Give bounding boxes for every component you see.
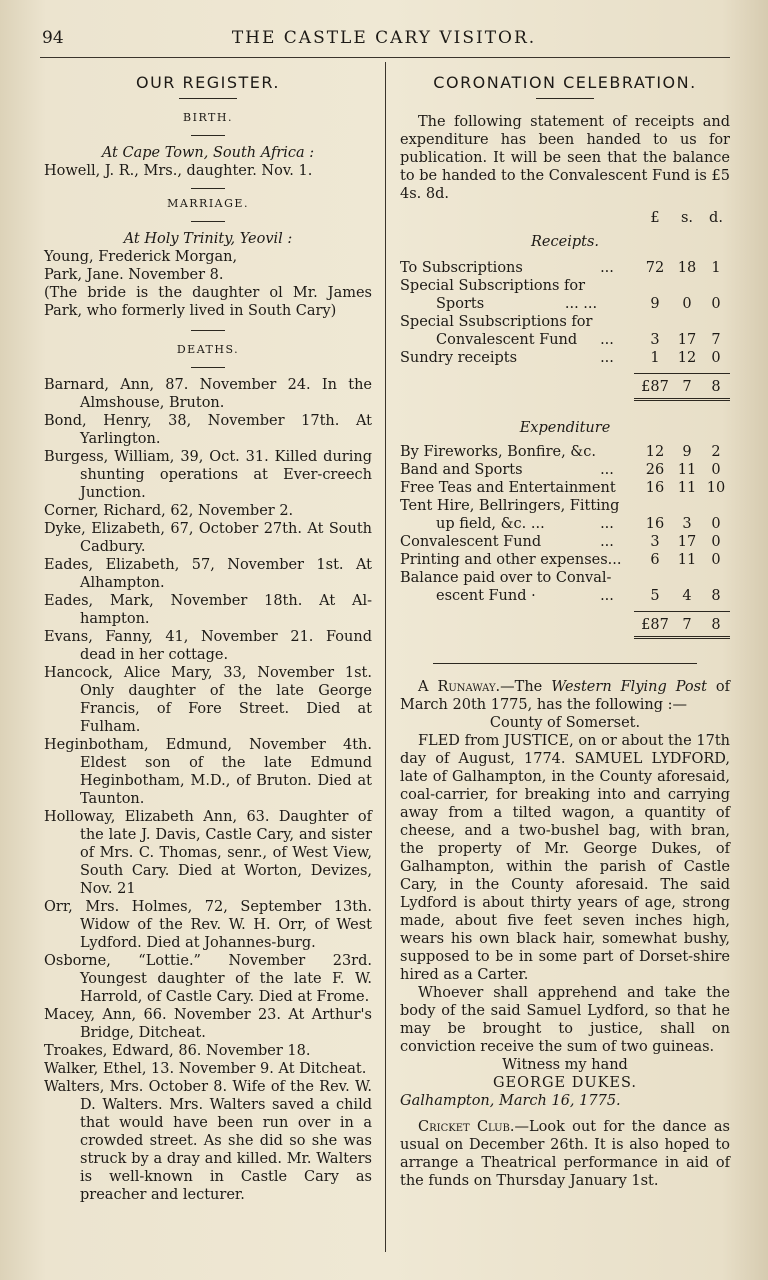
amount-shillings: 9	[682, 444, 692, 460]
cricket-club-notice	[400, 1118, 730, 1190]
receipt-label: To Subscriptions	[400, 260, 523, 276]
cricket-text: —Look out for the dance as usual on December 26th. It is also hoped to arrange a Theatrical performance in aid of the funds on Thursday January 1st.	[400, 1119, 730, 1189]
section-rule	[191, 330, 225, 331]
cricket-heading: Cricket Club.	[418, 1119, 515, 1135]
section-rule	[191, 221, 225, 222]
witness-line: Witness my hand	[502, 1057, 628, 1073]
death-entry: Bond, Henry, 38, November 17th. At Yarlington.	[44, 413, 372, 447]
place-date: Galhampton, March 16, 1775.	[400, 1093, 621, 1109]
death-entry: Evans, Fanny, 41, November 21. Found dead in her cottage.	[44, 629, 372, 663]
expenditure-label-text: By Fireworks, Bonfire, &c.	[400, 444, 596, 460]
amount-shillings: 11	[677, 480, 697, 496]
death-entry: Walker, Ethel, 13. November 9. At Ditcheat.	[44, 1061, 367, 1077]
amount-pence: 2	[711, 444, 721, 460]
receipt-row	[400, 331, 730, 349]
amount-pounds: 16	[645, 480, 665, 496]
deaths-label: DEATHS.	[176, 343, 240, 356]
marriage-line: Park, Jane. November 8.	[44, 267, 224, 283]
register-column	[44, 74, 372, 1204]
total-pounds: £87	[641, 379, 669, 395]
marriage-label: MARRIAGE.	[167, 197, 249, 210]
receipt-label-cont: Sports	[436, 296, 485, 312]
death-entry: Eades, Mark, November 18th. At Al-hampton.	[44, 593, 372, 627]
amount-shillings: 18	[677, 260, 697, 276]
amount-shillings: 3	[682, 516, 692, 532]
expenditure-label-text: Band and Sports	[400, 462, 523, 478]
receipt-row	[400, 349, 730, 367]
marriage-line: Young, Frederick Morgan,	[44, 249, 238, 265]
amount-pence: 0	[711, 552, 721, 568]
expenditure-row	[400, 569, 730, 587]
leader-dots: ...	[600, 516, 614, 532]
expenditure-row	[400, 443, 730, 461]
currency-header	[400, 209, 730, 227]
coronation-column	[400, 74, 730, 1190]
double-rule	[634, 398, 730, 401]
amount-pence: 0	[711, 296, 721, 312]
column-divider	[385, 62, 386, 1252]
expenditure-label-text: Balance paid over to Conval-	[400, 570, 612, 586]
receipt-row	[400, 313, 730, 331]
coronation-intro: The following statement of receipts and expenditure has been handed to us for publication. It will be seen that the balance to be handed to the Convalescent Fund is £5 4s. 8d.	[400, 114, 730, 202]
amount-shillings: 12	[677, 350, 697, 366]
receipts-total-row	[400, 378, 730, 396]
death-entry: Barnard, Ann, 87. November 24. In the Almshouse, Bruton.	[44, 377, 372, 411]
leader-dots: ... ...	[564, 296, 598, 312]
death-entry: Holloway, Elizabeth Ann, 63. Daughter of the late J. Davis, Castle Cary, and sister of Mrs. C. Thomas, senr., of West View, South Cary. Died at Worton, Devizes, Nov. 21	[44, 809, 372, 897]
marriage-line: (The bride is the daughter ol Mr. James Park, who formerly lived in South Cary)	[44, 285, 372, 319]
death-entry: Dyke, Elizabeth, 67, October 27th. At South Cadbury.	[44, 521, 372, 555]
running-header	[0, 28, 768, 52]
amount-pence: 10	[706, 480, 726, 496]
death-entry: Heginbotham, Edmund, November 4th. Eldest son of the late Edmund Heginbotham, M.D., of Bruton. Died at Taunton.	[44, 737, 372, 807]
expenditure-row	[400, 587, 730, 605]
county-heading: County of Somerset.	[489, 715, 641, 731]
receipt-row	[400, 259, 730, 277]
total-shillings: 7	[682, 379, 692, 395]
runaway-heading: A Runaway.	[418, 679, 501, 695]
amount-pence: 0	[711, 462, 721, 478]
runaway-intro	[400, 678, 730, 714]
expenditure-row	[400, 479, 730, 497]
page-number: 94	[42, 28, 64, 48]
death-entry: Burgess, William, 39, Oct. 31. Killed during shunting operations at Ever-creech Junction.	[44, 449, 372, 501]
amount-shillings: 4	[682, 588, 692, 604]
total-pence: 8	[711, 617, 721, 633]
amount-pounds: 16	[645, 516, 665, 532]
shillings-header: s.	[680, 210, 694, 226]
register-title: OUR REGISTER.	[135, 73, 281, 92]
receipts-table	[400, 259, 730, 401]
amount-shillings: 17	[677, 534, 697, 550]
runaway-body: FLED from JUSTICE, on or about the 17th day of August, 1774. SAMUEL LYDFORD, late of Galhampton, in the County aforesaid, coal-carrier, for breaking into and carrying away from a tilted wagon, a quantity of cheese, and a two-bushel bag, with bran, the property of Mr. George Dukes, of Galhampton, within the parish of Castle Cary, in the County aforesaid. The said Lydford is about thirty years of age, strong made, about five feet seven inches high, wears his own black hair, somewhat bushy, supposed to be in some part of Dorset-shire hired as a Carter.	[400, 733, 730, 983]
total-shillings: 7	[682, 617, 692, 633]
expenditure-total-row	[400, 616, 730, 634]
expenditure-label-cont: up field, &c. ...	[436, 516, 545, 532]
expenditure-label-text: Free Teas and Entertainment	[400, 480, 616, 496]
amount-shillings: 11	[677, 552, 697, 568]
signer-name: GEORGE DUKES.	[492, 1075, 638, 1091]
birth-place: At Cape Town, South Africa :	[101, 145, 315, 161]
amount-pence: 0	[711, 350, 721, 366]
expenditure-label-text: Convalescent Fund	[400, 534, 542, 550]
receipt-row	[400, 277, 730, 295]
amount-pence: 0	[711, 516, 721, 532]
amount-shillings: 0	[682, 296, 692, 312]
birth-label: BIRTH.	[183, 111, 233, 124]
expenditure-row	[400, 515, 730, 533]
publication-title: THE CASTLE CARY VISITOR.	[231, 28, 537, 48]
section-rule	[191, 188, 225, 189]
amount-pence: 0	[711, 534, 721, 550]
death-entry: Hancock, Alice Mary, 33, November 1st. Only daughter of the late George Francis, of Fore Street. Died at Fulham.	[44, 665, 372, 735]
receipt-label: Sundry receipts	[400, 350, 518, 366]
expenditure-label: Expenditure	[519, 420, 611, 436]
amount-pounds: 3	[650, 534, 660, 550]
amount-pounds: 1	[650, 350, 660, 366]
death-entry: Corner, Richard, 62, November 2.	[44, 503, 294, 519]
expenditure-row	[400, 551, 730, 569]
death-entry: Osborne, “Lottie.” November 23rd. Youngest daughter of the late F. W. Harrold, of Castle Cary. Died at Frome.	[44, 953, 372, 1005]
total-pounds: £87	[641, 617, 669, 633]
death-entry: Orr, Mrs. Holmes, 72, September 13th. Widow of the Rev. W. H. Orr, of West Lydford. Died at Johannes-burg.	[44, 899, 372, 951]
pence-header: d.	[709, 210, 723, 226]
receipts-label: Receipts.	[531, 234, 599, 250]
leader-dots: ...	[600, 260, 614, 276]
leader-dots: ...	[600, 332, 614, 348]
receipt-label: Special Subscriptions for	[400, 278, 586, 294]
title-rule	[179, 98, 237, 99]
coronation-title: CORONATION CELEBRATION.	[433, 73, 697, 92]
header-rule	[40, 57, 730, 58]
double-rule	[634, 636, 730, 639]
amount-pounds: 3	[650, 332, 660, 348]
total-rule	[634, 611, 730, 612]
expenditure-row	[400, 461, 730, 479]
expenditure-label-cont: escent Fund ·	[436, 588, 536, 604]
expenditure-label-text: Printing and other expenses...	[400, 552, 622, 568]
title-rule	[536, 98, 594, 99]
leader-dots: ...	[600, 462, 614, 478]
newspaper-name: Western Flying Post	[551, 679, 707, 695]
leader-dots: ...	[600, 350, 614, 366]
marriage-place: At Holy Trinity, Yeovil :	[123, 231, 293, 247]
amount-pence: 7	[711, 332, 721, 348]
amount-pounds: 9	[650, 296, 660, 312]
death-entry: Troakes, Edward, 86. November 18.	[44, 1043, 311, 1059]
section-rule	[191, 367, 225, 368]
amount-shillings: 11	[677, 462, 697, 478]
pounds-header: £	[650, 210, 660, 226]
amount-pence: 1	[711, 260, 721, 276]
death-entry: Macey, Ann, 66. November 23. At Arthur's Bridge, Ditcheat.	[44, 1007, 372, 1041]
amount-pounds: 26	[645, 462, 665, 478]
receipt-row	[400, 295, 730, 313]
leader-dots: ...	[600, 534, 614, 550]
runaway-reward: Whoever shall apprehend and take the body of the said Samuel Lydford, so that he may be brought to justice, shall on conviction receive the sum of two guineas.	[400, 985, 730, 1055]
death-entry: Eades, Elizabeth, 57, November 1st. At Alhampton.	[44, 557, 372, 591]
amount-shillings: 17	[677, 332, 697, 348]
section-divider	[433, 663, 697, 664]
runaway-intro-end: of March 20th 1775, has the following :—	[400, 679, 730, 713]
amount-pence: 8	[711, 588, 721, 604]
section-rule	[191, 135, 225, 136]
expenditure-row	[400, 497, 730, 515]
birth-entry: Howell, J. R., Mrs., daughter. Nov. 1.	[44, 163, 313, 179]
death-entry: Walters, Mrs. October 8. Wife of the Rev. W. D. Walters. Mrs. Walters saved a child that would have been run over in a crowded street. As she did so she was struck by a dray and killed. Mr. Walters is well-known in Castle Cary as preacher and lecturer.	[44, 1079, 372, 1203]
runaway-intro-text: —The	[500, 679, 543, 695]
leader-dots: ...	[600, 588, 614, 604]
amount-pounds: 72	[645, 260, 665, 276]
amount-pounds: 12	[645, 444, 665, 460]
total-pence: 8	[711, 379, 721, 395]
total-rule	[634, 373, 730, 374]
expenditure-label-text: Tent Hire, Bellringers, Fitting	[400, 498, 620, 514]
receipt-label-cont: Convalescent Fund	[436, 332, 578, 348]
expenditure-row	[400, 533, 730, 551]
amount-pounds: 5	[650, 588, 660, 604]
amount-pounds: 6	[650, 552, 660, 568]
receipt-label: Special Ssubscriptions for	[400, 314, 593, 330]
expenditure-table	[400, 443, 730, 639]
deaths-list	[44, 376, 372, 1204]
